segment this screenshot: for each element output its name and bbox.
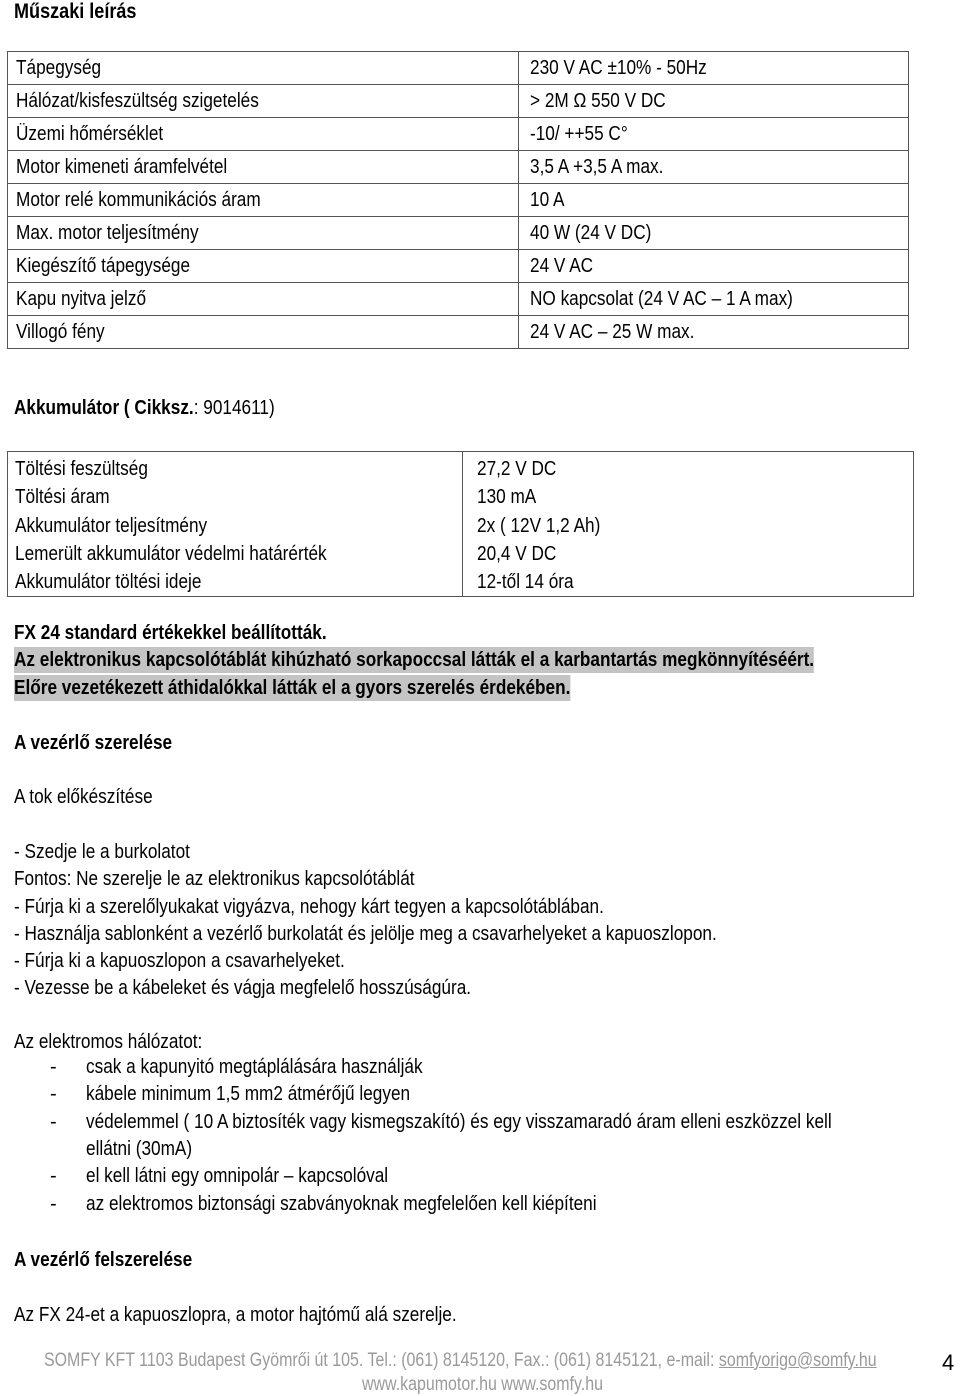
instruction-line: Fontos: Ne szerelje le az elektronikus kapcsolótáblát bbox=[14, 868, 415, 890]
battery-label: Akkumulátor teljesítmény bbox=[15, 514, 208, 537]
note-standard-values: FX 24 standard értékekkel beállították. bbox=[14, 622, 327, 644]
spec-row bbox=[8, 316, 909, 349]
list-dash: - bbox=[50, 1083, 57, 1105]
spec-value: 40 W (24 V DC) bbox=[519, 217, 909, 250]
electric-network-intro: Az elektromos hálózatot: bbox=[14, 1031, 203, 1053]
battery-heading-code: : 9014611) bbox=[193, 397, 275, 419]
instruction-line: - Fúrja ki a szerelőlyukakat vigyázva, nehogy kárt tegyen a kapcsolótáblában. bbox=[14, 896, 604, 918]
technical-spec-table bbox=[7, 51, 909, 349]
note-prewired-jumpers: Előre vezetékezett áthidalókkal látták el a gyors szerelés érdekében. bbox=[14, 677, 571, 699]
instruction-line: - Vezesse be a kábeleket és vágja megfelelő hosszúságúra. bbox=[14, 977, 472, 999]
list-dash: - bbox=[50, 1165, 57, 1187]
instruction-line: - Fúrja ki a kapuoszlopon a csavarhelyeket. bbox=[14, 950, 345, 972]
battery-heading-bold: Akkumulátor ( Cikksz. bbox=[14, 397, 194, 419]
spec-row bbox=[8, 52, 909, 85]
footer-contact bbox=[44, 1350, 960, 1372]
spec-value: NO kapcsolat (24 V AC – 1 A max) bbox=[519, 283, 909, 316]
battery-label: Lemerült akkumulátor védelmi határérték bbox=[15, 542, 327, 565]
spec-value: > 2M Ω 550 V DC bbox=[519, 85, 909, 118]
footer-websites[interactable]: www.kapumotor.hu www.somfy.hu bbox=[362, 1374, 603, 1395]
mounting-text: Az FX 24-et a kapuoszlopra, a motor hajtómű alá szerelje. bbox=[14, 1304, 457, 1326]
spec-row bbox=[8, 85, 909, 118]
page-title: Műszaki leírás bbox=[14, 0, 137, 23]
footer-address: SOMFY KFT 1103 Budapest Gyömrői út 105. Tel.: (061) 8145120, Fax.: (061) 8145121, e-mail: bbox=[44, 1350, 719, 1371]
spec-value: -10/ ++55 C° bbox=[519, 118, 909, 151]
battery-label: Akkumulátor töltési ideje bbox=[15, 571, 202, 594]
spec-label: Üzemi hőmérséklet bbox=[8, 118, 519, 151]
footer-email-link[interactable]: somfyorigo@somfy.hu bbox=[718, 1350, 877, 1371]
spec-row bbox=[8, 217, 909, 250]
battery-value: 12-től 14 óra bbox=[477, 571, 574, 594]
battery-heading bbox=[14, 397, 317, 420]
instruction-line: - Szedje le a burkolatot bbox=[14, 841, 190, 863]
battery-spec-table bbox=[7, 451, 914, 597]
list-item: el kell látni egy omnipolár – kapcsolóval bbox=[86, 1165, 389, 1187]
spec-label: Motor kimeneti áramfelvétel bbox=[8, 151, 519, 184]
battery-value: 27,2 V DC bbox=[477, 458, 557, 480]
battery-value: 20,4 V DC bbox=[477, 542, 557, 565]
battery-values-cell bbox=[463, 452, 914, 597]
list-item-continued: ellátni (30mA) bbox=[86, 1138, 193, 1160]
list-dash: - bbox=[50, 1111, 57, 1133]
spec-label: Motor relé kommunikációs áram bbox=[8, 184, 519, 217]
spec-label: Max. motor teljesítmény bbox=[8, 217, 519, 250]
spec-row bbox=[8, 118, 909, 151]
spec-label: Hálózat/kisfeszültség szigetelés bbox=[8, 85, 519, 118]
spec-label: Kiegészítő tápegysége bbox=[8, 250, 519, 283]
spec-row bbox=[8, 184, 909, 217]
housing-prep-subheading: A tok előkészítése bbox=[14, 786, 153, 808]
spec-label: Villogó fény bbox=[8, 316, 519, 349]
battery-value: 130 mA bbox=[477, 486, 537, 509]
spec-value: 10 A bbox=[519, 184, 909, 217]
spec-label: Tápegység bbox=[8, 52, 519, 85]
spec-row bbox=[8, 250, 909, 283]
battery-value: 2x ( 12V 1,2 Ah) bbox=[477, 514, 601, 537]
list-dash: - bbox=[50, 1193, 57, 1215]
battery-label: Töltési feszültség bbox=[15, 458, 148, 480]
spec-value: 230 V AC ±10% - 50Hz bbox=[519, 52, 909, 85]
note-terminal-block: Az elektronikus kapcsolótáblát kihúzható sorkapoccsal látták el a karbantartás megkönnyítéséért. bbox=[14, 649, 815, 671]
list-item: csak a kapunyitó megtáplálására használják bbox=[86, 1056, 423, 1078]
spec-row bbox=[8, 283, 909, 316]
spec-row bbox=[8, 151, 909, 184]
battery-label: Töltési áram bbox=[15, 486, 110, 509]
spec-value: 24 V AC – 25 W max. bbox=[519, 316, 909, 349]
installation-heading: A vezérlő szerelése bbox=[14, 732, 173, 754]
list-item: az elektromos biztonsági szabványoknak megfelelően kell kiépíteni bbox=[86, 1193, 597, 1215]
battery-labels-cell bbox=[8, 452, 463, 597]
spec-value: 3,5 A +3,5 A max. bbox=[519, 151, 909, 184]
list-dash: - bbox=[50, 1056, 57, 1078]
page-number: 4 bbox=[942, 1350, 955, 1375]
mounting-heading: A vezérlő felszerelése bbox=[14, 1249, 193, 1271]
spec-value: 24 V AC bbox=[519, 250, 909, 283]
list-item: védelemmel ( 10 A biztosíték vagy kismegszakító) és egy visszamaradó áram elleni eszközzel kell bbox=[86, 1111, 832, 1133]
list-item: kábele minimum 1,5 mm2 átmérőjű legyen bbox=[86, 1083, 411, 1105]
instruction-line: - Használja sablonként a vezérlő burkolatát és jelölje meg a csavarhelyeket a kapuoszlopon. bbox=[14, 923, 717, 945]
spec-label: Kapu nyitva jelző bbox=[8, 283, 519, 316]
